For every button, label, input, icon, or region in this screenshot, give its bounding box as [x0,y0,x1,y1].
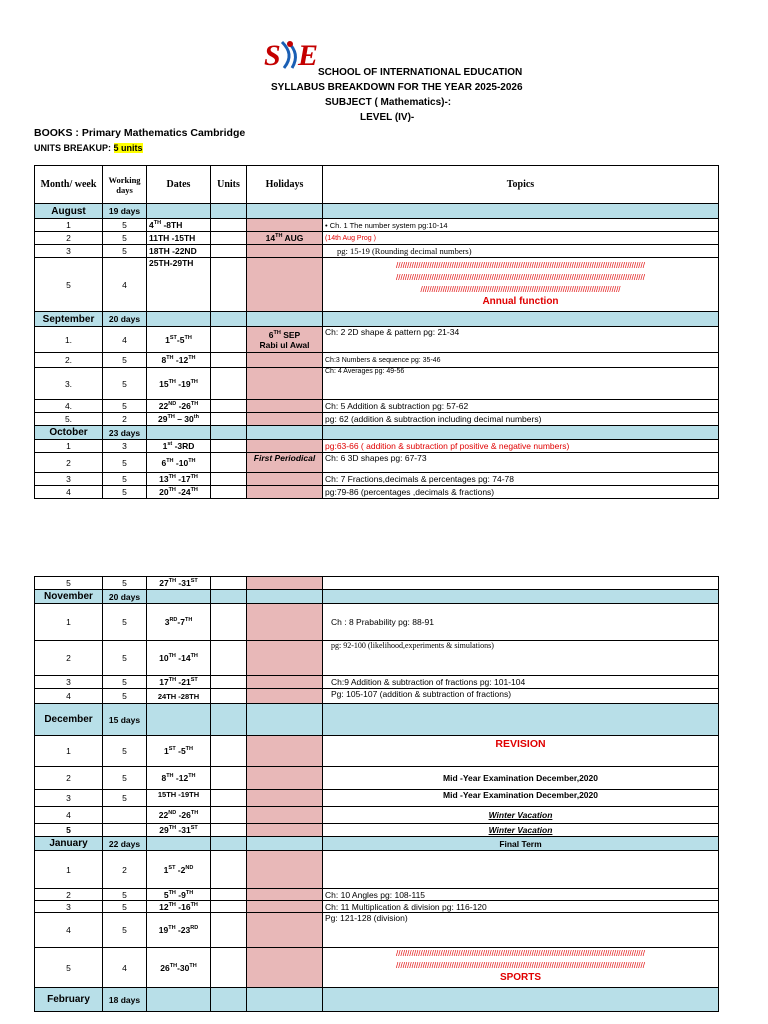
week-row [35,889,719,901]
final-term-label: Final Term [323,837,719,851]
week-row [35,767,719,790]
col-month: Month/ week [35,166,103,204]
week-days: 5 [103,245,147,258]
week-row [35,400,719,413]
week-no: 2 [35,767,103,790]
month-row-february [35,988,719,1012]
week-no: 2 [35,232,103,245]
week-row [35,676,719,689]
week-dates: 26TH-30TH [147,948,211,988]
week-no: 5 [35,948,103,988]
week-days: 5 [103,577,147,590]
week-no: 2 [35,641,103,676]
month-days: 18 days [103,988,147,1012]
holiday-cell: 14TH AUG [247,232,323,245]
week-dates: 27TH -31ST [147,577,211,590]
week-row [35,913,719,948]
week-dates: 1ST -2ND [147,851,211,889]
week-row [35,807,719,824]
week-days: 3 [103,440,147,453]
week-row [35,353,719,368]
week-topic: Pg: 105-107 (addition & subtraction of fractions) [323,689,719,704]
week-row [35,901,719,913]
week-row [35,604,719,641]
week-days: 5 [103,368,147,400]
sports-label: SPORTS [499,972,542,983]
week-row [35,790,719,807]
week-dates: 8TH -12TH [147,767,211,790]
week-dates: 15TH -19TH [147,368,211,400]
week-dates: 6TH -10TH [147,453,211,473]
week-days [103,807,147,824]
week-dates: 29TH – 30th [147,413,211,426]
month-days: 20 days [103,312,147,327]
month-days: 19 days [103,204,147,219]
svg-text:E: E [298,39,319,72]
week-topic: Winter Vacation [323,824,719,837]
week-days: 5 [103,913,147,948]
week-no: 3 [35,790,103,807]
slash-line: //////////////////////////////////////////////////////////////////////////////////////////////////////////////// [396,961,645,970]
week-no: 1 [35,736,103,767]
week-dates: 19TH -23RD [147,913,211,948]
week-no: 3 [35,901,103,913]
week-days: 5 [103,219,147,232]
syllabus-table-2 [34,576,719,1012]
month-row-october [35,426,719,440]
holiday-cell: First Periodical [247,453,323,473]
week-no: 5 [35,258,103,312]
week-no: 2 [35,453,103,473]
week-days: 5 [103,641,147,676]
week-topic: Ch: 4 Averages pg: 49-56 [323,368,719,400]
week-days: 2 [103,851,147,889]
month-days: 23 days [103,426,147,440]
week-dates: 8TH -12TH [147,353,211,368]
month-row-january [35,837,719,851]
week-days: 5 [103,486,147,499]
week-topic: Ch: 11 Multiplication & division pg: 116-120 [323,901,719,913]
week-no: 1 [35,440,103,453]
revision-label: REVISION [323,736,719,767]
week-days: 5 [103,232,147,245]
week-row [35,641,719,676]
subject-line: SUBJECT ( Mathematics)-: [325,97,452,108]
month-row-november [35,590,719,604]
svg-text:S: S [264,39,281,72]
week-no: 4. [35,400,103,413]
week-topic: Ch: 6 3D shapes pg: 67-73 [323,453,719,473]
week-dates: 22ND -26TH [147,807,211,824]
syllabus-title: SYLLABUS BREAKDOWN FOR THE YEAR 2025-2026 [271,82,523,93]
week-row [35,440,719,453]
week-dates: 1ST -5TH [147,736,211,767]
week-no: 3. [35,368,103,400]
week-days: 5 [103,604,147,641]
week-days: 4 [103,948,147,988]
week-dates: 29TH -31ST [147,824,211,837]
col-holidays: Holidays [247,166,323,204]
syllabus-table-1 [34,165,719,499]
units-value: 5 units [113,143,143,153]
week-topic: Ch: 10 Angles pg: 108-115 [323,889,719,901]
week-row [35,219,719,232]
week-dates: 25TH-29TH [147,258,211,312]
school-name: SCHOOL OF INTERNATIONAL EDUCATION [318,67,523,78]
week-no: 1 [35,851,103,889]
week-topic: • Ch. 1 The number system pg:10-14 [323,219,719,232]
week-no: 5 [35,824,103,837]
header-row [35,166,719,204]
week-no: 3 [35,245,103,258]
month-days: 20 days [103,590,147,604]
week-dates: 10TH -14TH [147,641,211,676]
week-dates: 4TH -8TH [147,219,211,232]
week-days: 5 [103,790,147,807]
month-days: 15 days [103,704,147,736]
week-no: 2. [35,353,103,368]
week-row [35,736,719,767]
week-days: 5 [103,453,147,473]
week-row [35,413,719,426]
month-row-august [35,204,719,219]
books-line: BOOKS : Primary Mathematics Cambridge [34,127,246,139]
week-topic: Ch: 5 Addition & subtraction pg: 57-62 [323,400,719,413]
slash-line: //////////////////////////////////////////////////////////////////////////////////////////////////////////////// [396,261,645,270]
month-name: February [35,988,103,1012]
week-no: 5. [35,413,103,426]
week-no: 4 [35,807,103,824]
week-topic-annual [323,258,719,312]
week-row [35,368,719,400]
level-line: LEVEL (IV)- [360,112,415,123]
week-row [35,689,719,704]
week-topic: Ch:3 Numbers & sequence pg: 35-46 [323,353,719,368]
week-days: 5 [103,889,147,901]
week-days: 5 [103,767,147,790]
week-topic: pg: 62 (addition & subtraction including decimal numbers) [323,413,719,426]
month-name: November [35,590,103,604]
col-working-days: Working days [103,166,147,204]
week-dates: 1st -3RD [147,440,211,453]
week-no: 3 [35,473,103,486]
week-days: 5 [103,689,147,704]
week-dates: 17TH -21ST [147,676,211,689]
week-topic: Ch:9 Addition & subtraction of fractions pg: 101-104 [323,676,719,689]
month-name: October [35,426,103,440]
week-days: 5 [103,676,147,689]
week-no: 3 [35,676,103,689]
week-row [35,245,719,258]
week-dates: 12TH -16TH [147,901,211,913]
col-units: Units [211,166,247,204]
month-name: September [35,312,103,327]
week-row [35,948,719,988]
week-row [35,851,719,889]
week-days: 4 [103,258,147,312]
week-row [35,577,719,590]
week-no: 4 [35,913,103,948]
slash-line: ////////////////////////////////////////////////////////////////////////////////////////// [420,285,621,294]
week-no: 2 [35,889,103,901]
slash-line: //////////////////////////////////////////////////////////////////////////////////////////////////////////////// [396,273,645,282]
week-days: 5 [103,353,147,368]
week-no: 5 [35,577,103,590]
week-dates: 1ST-5TH [147,327,211,353]
units-label: UNITS BREAKUP: [34,143,114,153]
week-topic: Ch : 8 Prabability pg: 88-91 [323,604,719,641]
month-name: December [35,704,103,736]
week-topic: pg:79-86 (percentages ,decimals & fractions) [323,486,719,499]
week-row [35,327,719,353]
week-row [35,232,719,245]
month-days: 22 days [103,837,147,851]
week-topic: pg: 15-19 (Rounding decimal numbers) [323,245,719,258]
week-days [103,824,147,837]
week-dates: 13TH -17TH [147,473,211,486]
week-days: 5 [103,400,147,413]
annual-function: Annual function [482,296,559,307]
week-topic: Pg: 121-128 (division) [323,913,719,948]
week-row [35,473,719,486]
week-row [35,486,719,499]
week-dates: 3RD-7TH [147,604,211,641]
week-no: 4 [35,486,103,499]
week-dates: 18TH -22ND [147,245,211,258]
month-row-december [35,704,719,736]
week-topic: Ch: 7 Fractions,decimals & percentages pg: 74-78 [323,473,719,486]
week-dates: 15TH -19TH [147,790,211,807]
week-topic: pg: 92-100 (likelihood,experiments & simulations) [323,641,719,676]
week-topic: Winter Vacation [323,807,719,824]
week-topic: (14th Aug Prog ) [323,232,719,245]
week-days: 2 [103,413,147,426]
slash-line: //////////////////////////////////////////////////////////////////////////////////////////////////////////////// [396,949,645,958]
week-topic: pg:63-66 ( addition & subtraction pf positive & negative numbers) [323,440,719,453]
holiday-cell: 6TH SEP Rabi ul Awal [247,327,323,353]
week-days: 5 [103,901,147,913]
col-dates: Dates [147,166,211,204]
units-breakup [34,143,143,153]
week-row [35,453,719,473]
week-topic: Mid -Year Examination December,2020 [323,767,719,790]
col-topics: Topics [323,166,719,204]
week-topic: Mid -Year Examination December,2020 [323,790,719,807]
week-no: 4 [35,689,103,704]
week-days: 4 [103,327,147,353]
month-row-september [35,312,719,327]
week-no: 1 [35,604,103,641]
week-dates: 11TH -15TH [147,232,211,245]
week-no: 1. [35,327,103,353]
week-days: 5 [103,473,147,486]
month-name: August [35,204,103,219]
school-logo [262,36,322,72]
week-dates: 22ND -26TH [147,400,211,413]
month-name: January [35,837,103,851]
week-no: 1 [35,219,103,232]
week-dates: 20TH -24TH [147,486,211,499]
week-row [35,824,719,837]
week-topic: Ch: 2 2D shape & pattern pg: 21-34 [323,327,719,353]
week-topic-sports [323,948,719,988]
week-days: 5 [103,736,147,767]
week-dates: 5TH -9TH [147,889,211,901]
week-row [35,258,719,312]
week-dates: 24TH -28TH [147,689,211,704]
